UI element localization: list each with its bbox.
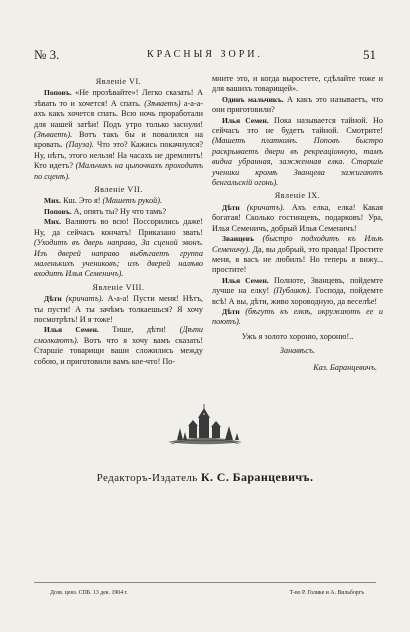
left-column [34,74,203,367]
dialogue-line [212,116,383,189]
line-text: Да, вы добрый, это правда! Простите меня, я васъ не любилъ! Но теперь я вижу... простите! [212,244,383,275]
censorship-note: Дозв. ценз. СПБ. 13 дек. 1904 г. [50,590,128,596]
stage-direction: (Машетъ платкомъ. Поповъ быстро раскрываетъ двери въ рекреаціонную, тамъ видна убранная, зажженная елка. Старшіе ученики кромѣ Званцева зажигаютъ бенгальскій огонь). [212,136,383,188]
line-text: А-а-а! Пусти меня! Нѣтъ, ты пусти! А ты зачѣмъ толкаешься? Я хочу посмотрѣть! И я тоже! [34,294,203,324]
line-text: А какъ это называетъ, что они приготовили? [212,94,384,115]
speaker: Дѣти [44,294,62,304]
stage-direction: (кричатъ). [239,202,285,212]
dialogue-line [34,217,203,279]
editor-name: К. С. Баранцевичъ. [200,470,314,484]
speaker: Илья Семен. [222,115,269,125]
stage-direction: (Зѣваетъ) [140,98,181,108]
journal-title: КРАСНЫЯ ЗОРИ. [147,49,263,60]
editor-label: Редакторъ-Издатель [96,472,201,484]
speaker: Мих. [44,217,62,227]
stage-direction: (Пауза). [62,140,94,150]
line-text: «Не прозѣвайте»! Легко сказать! А зѣвать то и хочется! А спать. [34,88,203,108]
speaker: Дѣти [222,202,240,212]
dialogue-line [212,95,383,116]
printer-note: Т-во Р. Голике и А. Вильборгъ [289,590,364,596]
stage-direction: (Зѣваетъ). [34,130,73,140]
dialogue-continuation: мните это, и когда выростете, сдѣлайте тоже и для вашихъ товарищей». [212,74,383,94]
stage-direction: (Публикѣ). [269,286,312,296]
line-text: Что это? Кажись покачнулся? Ну, нѣтъ, этого нельзя! На часахъ не дремлютъ! Кто идетъ? [34,140,203,171]
author-signature: Каз. Баранцевичъ. [313,362,377,372]
scene-heading: Явленіе VII. [94,185,143,195]
dialogue-line [34,294,203,325]
speaker: Поповъ. [44,88,72,98]
line-text: Тише, дѣти! [98,325,167,335]
line-text: Вотъ что я хочу вамъ сказать! Старшіе товарищи ваши сложились между собою, и приготовили вамъ кое-что! По- [34,335,203,366]
line-text: Пока называется тайной. Но сейчасъ это не будетъ тайной. Смотрите! [212,115,383,136]
scene-heading: Явленіе VI. [95,77,142,86]
speaker: Дѣти [222,306,240,316]
stage-direction: (Уходитъ въ дверь направо, За сценой звонъ. Изъ дверей направо выбѣгаетъ группа маленькихъ учениковъ; изъ дверей налѣво входитъ Илья Семеничъ). [34,238,203,279]
dialogue-line [34,88,203,182]
line-text: Кш. Это я! [61,196,101,206]
curtain-note: Занавѣсъ. [279,346,316,356]
stage-direction: (кричатъ). [61,294,104,304]
scene-heading: Явленіе IX. [274,191,321,201]
speaker: Званцевъ [222,234,254,244]
closing-line: Ужъ я золото хороню, хороню!.. [241,331,354,341]
dialogue-line [34,207,203,217]
speaker: Мих. [44,196,62,206]
line-text: Валяютъ во всю! Поссорились даже! Ну, да сейчасъ кончатъ! Приказано звать! [34,217,203,237]
stage-direction: (Машетъ рукой). [100,196,163,206]
scene-heading: Явленіе VIII. [92,282,145,292]
stage-direction: (быстро подходитъ къ Ильѣ Семеничу). [212,234,383,254]
stage-direction: (Дѣти смолкаютъ). [34,325,203,345]
line-text: Полноте, Званцевъ, пойдемте лучше на елку! [212,275,383,296]
issue-number: № 3. [34,47,60,62]
dialogue-line [34,196,203,206]
stage-direction: (бѣгутъ къ елкѣ, окружаютъ ее и поютъ). [212,306,383,327]
dialogue-line [212,307,383,328]
editor-publisher [0,470,410,485]
speaker: Илья Семен. [222,275,269,285]
speaker: Одинъ мальчикъ. [222,94,284,104]
line-text: а-а-а-ахъ какъ хочется спать. Всю ночь проработали для нашей затѣи! Подъ утро только заснули! [34,98,204,129]
footer-divider [34,582,376,583]
decorative-vignette-icon [165,402,245,448]
dialogue-line [212,203,383,234]
line-text: А, опять ты? Ну что тамъ? [71,206,167,216]
dialogue-line [34,325,203,367]
stage-direction: (Мальчикъ на цыпочкахъ проходитъ по сценѣ). [34,161,203,181]
speaker: Илья Семен. [44,325,99,335]
line-text: Вотъ такъ бы и повалился на кровать. [34,130,203,150]
speaker: Поповъ. [44,206,72,216]
page-number: 51 [363,47,376,62]
line-text: Ахъ елка, елка! Какая богатая! Сколько гостинцевъ, подарковъ! Ура, Илья Семеничъ, добрый Илья Семеничъ! [212,202,383,233]
dialogue-line [212,276,383,307]
line-text: Господа, пойдемте всѣ! А вы, дѣти, живо хороводную, да веселѣе! [212,286,383,306]
right-column [212,74,383,373]
dialogue-line [212,234,383,276]
